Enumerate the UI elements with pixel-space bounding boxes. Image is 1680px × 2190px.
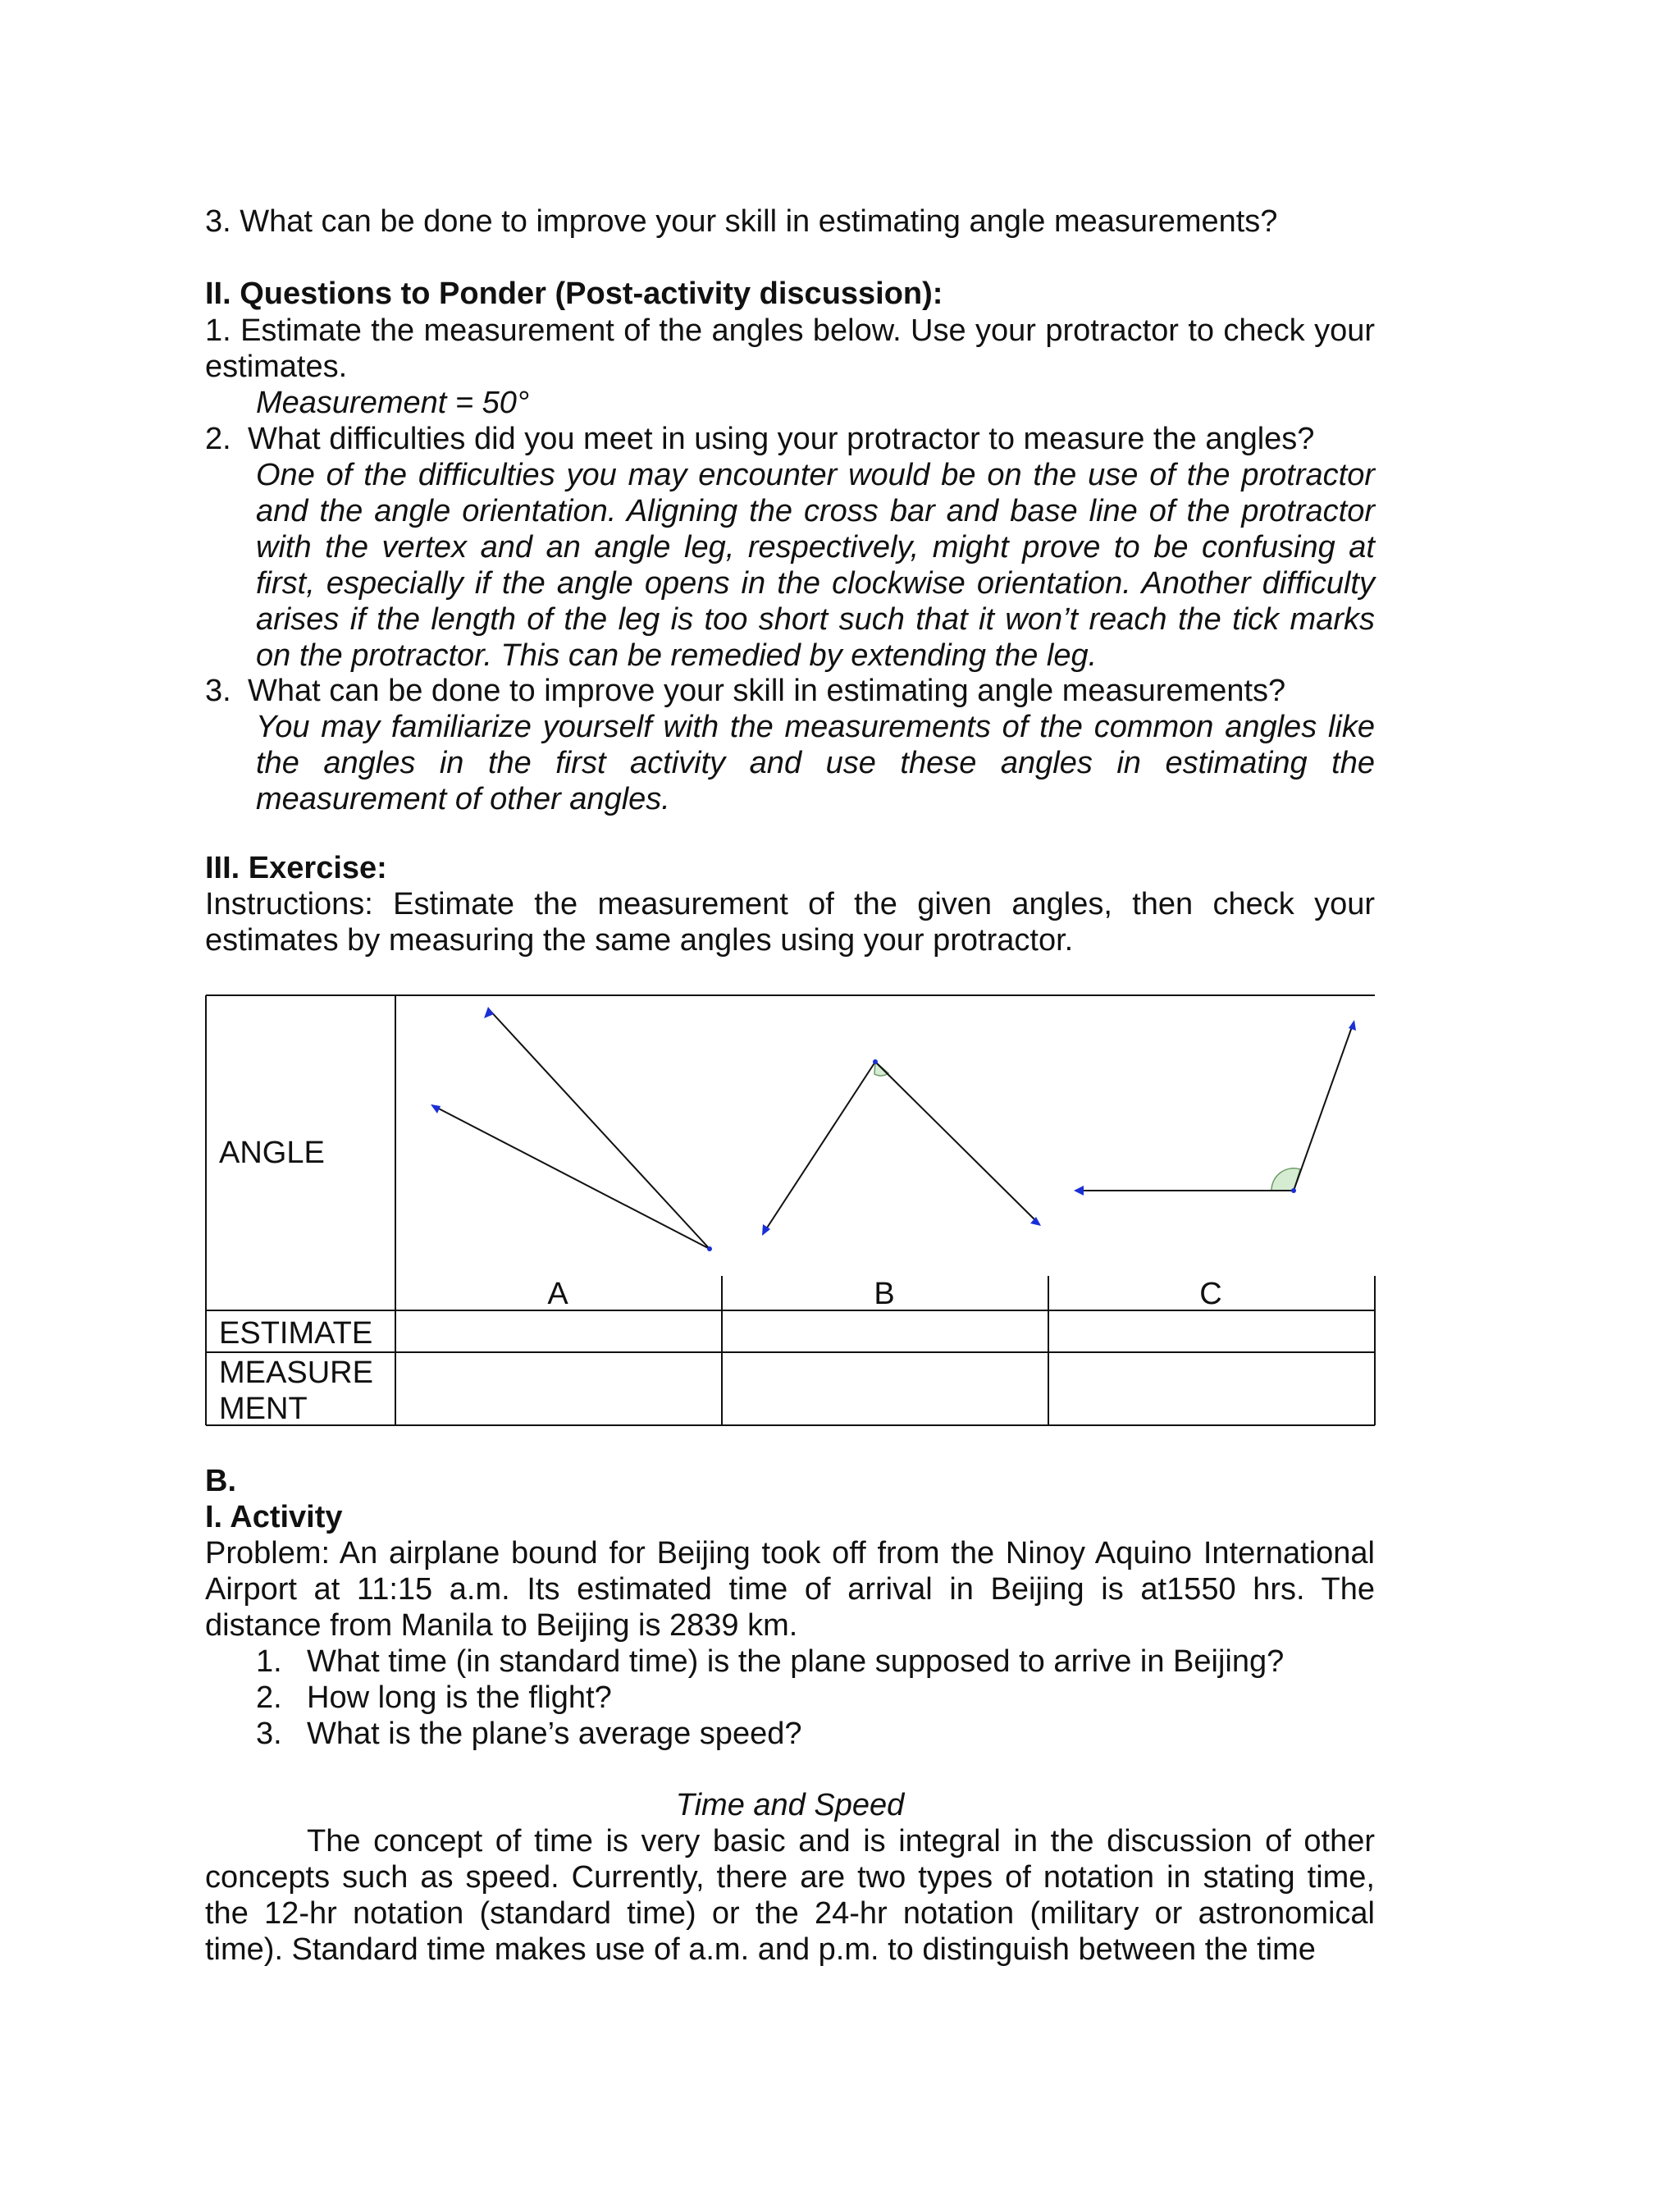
angle-c-arc <box>1271 1168 1300 1191</box>
list-item <box>256 1716 1284 1752</box>
row-label-estimate: ESTIMATE <box>219 1316 373 1351</box>
angle-b <box>762 1059 1041 1236</box>
exercise-instructions: Instructions: Estimate the measurement of the given angles, then check your estimates by measuring the same angles using your protractor. <box>205 887 1375 958</box>
measurement-answer: Measurement = 50° <box>256 386 530 420</box>
list-item <box>256 1680 1284 1716</box>
section3-heading: III. Exercise: <box>205 851 387 885</box>
angle-c-leg-2 <box>1294 1022 1354 1191</box>
row-label-angle: ANGLE <box>219 1136 325 1170</box>
list-item-number: 3. <box>256 1717 282 1751</box>
time-and-speed-title: Time and Speed <box>675 1788 905 1822</box>
vertex-point <box>707 1246 712 1251</box>
section-b-letter: B. <box>205 1464 236 1498</box>
problem-questions <box>256 1644 1284 1752</box>
table-grid <box>206 995 1375 1425</box>
list-item-text: How long is the flight? <box>307 1680 612 1715</box>
problem-statement: Problem: An airplane bound for Beijing took off from the Ninoy Aquino International Airport at 11:15 a.m. Its estimated time of arrival in Beijing is at1550 hrs. The distance from Manila to Beijing is 2839 km. <box>205 1536 1375 1643</box>
vertex-point <box>873 1059 878 1064</box>
question-2-answer: One of the difficulties you may encounter would be on the use of the protractor and the angle orientation. Aligning the cross bar and base line of the protractor with the vertex and an angle leg, respectively, might prove to be confusing at first, especially if the angle opens in the clockwise orientation. Another difficulty arises if the length of the leg is too short such that it won’t reach the tick marks on the protractor. This can be remedied by extending the leg. <box>256 458 1375 673</box>
angle-b-leg-2 <box>875 1062 1039 1224</box>
angle-c <box>1074 1020 1356 1196</box>
angle-exercise-table <box>205 993 1376 1426</box>
arrowhead-icon <box>431 1104 441 1113</box>
list-item-number: 1. <box>256 1644 282 1679</box>
row-label-ment: MENT <box>219 1392 308 1426</box>
arrowhead-icon <box>1074 1186 1084 1196</box>
time-and-speed-paragraph: The concept of time is very basic and is integral in the discussion of other concepts such as speed. Currently, there are two types of notation in stating time, the 12-hr notation (standard time) or the 24-hr notation (military or astronomical time). Standard time makes use of a.m. and p.m. to distinguish between the time <box>205 1824 1375 1967</box>
angle-a-leg-2 <box>432 1105 710 1249</box>
angle-a-leg-1 <box>488 1008 710 1249</box>
row-label-measure: MEASURE <box>219 1356 373 1390</box>
question-3-text: What can be done to improve your skill in estimating angle measurements? <box>248 674 1286 708</box>
question-2-text: What difficulties did you meet in using your protractor to measure the angles? <box>248 422 1315 456</box>
column-label-b: B <box>874 1277 895 1311</box>
vertex-point <box>1291 1188 1296 1193</box>
list-item-text: What is the plane’s average speed? <box>307 1717 802 1751</box>
arrowhead-icon <box>484 1007 494 1018</box>
arrowhead-icon <box>1349 1020 1356 1031</box>
question-2-number: 2. <box>205 422 231 456</box>
top-question: 3. What can be done to improve your skill in estimating angle measurements? <box>205 204 1278 239</box>
angle-b-leg-1 <box>763 1062 875 1234</box>
column-label-c: C <box>1199 1277 1222 1311</box>
angle-a <box>431 1007 712 1251</box>
list-item <box>256 1644 1284 1680</box>
arrowhead-icon <box>1030 1217 1041 1226</box>
list-item-number: 2. <box>256 1680 282 1715</box>
question-1: 1. Estimate the measurement of the angles below. Use your protractor to check your estimates. <box>205 313 1375 384</box>
list-item-text: What time (in standard time) is the plane supposed to arrive in Beijing? <box>307 1644 1285 1679</box>
question-3-number: 3. <box>205 674 231 708</box>
activity-heading: I. Activity <box>205 1500 343 1534</box>
column-label-a: A <box>547 1277 568 1311</box>
question-3-answer: You may familiarize yourself with the measurements of the common angles like the angles in the first activity and use these angles in estimating the measurement of other angles. <box>256 710 1375 816</box>
section2-heading: II. Questions to Ponder (Post-activity discussion): <box>205 277 943 311</box>
